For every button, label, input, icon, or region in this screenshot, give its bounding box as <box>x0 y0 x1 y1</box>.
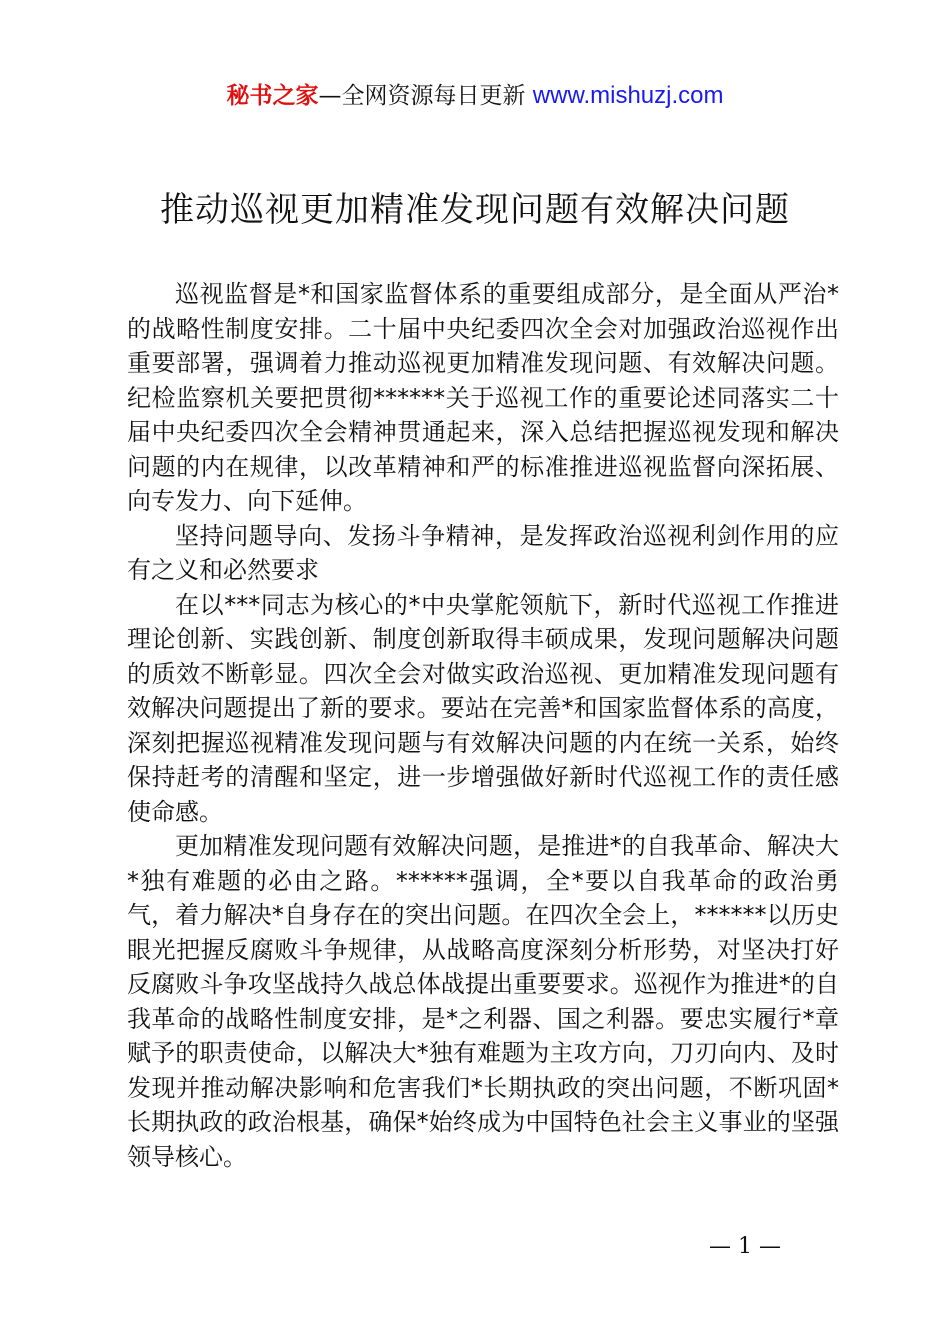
site-url-link[interactable]: www.mishuzj.com <box>532 82 724 109</box>
document-title: 推动巡视更加精准发现问题有效解决问题 <box>160 190 790 230</box>
body-paragraph: 在以***同志为核心的*中央掌舵领航下，新时代巡视工作推进理论创新、实践创新、制度创新取得丰硕成果，发现问题解决问题的质效不断彰显。四次全会对做实政治巡视、更加精准发现问题有效解决问题提出了新的要求。要站在完善*和国家监督体系的高度，深刻把握巡视精准发现问题与有效解决问题的内在统一关系，始终保持赶考的清醒和坚定，进一步增强做好新时代巡视工作的责任感使命感。 <box>127 590 839 826</box>
body-paragraph: 坚持问题导向、发扬斗争精神，是发挥政治巡视利剑作用的应有之义和必然要求 <box>127 521 839 584</box>
body-paragraph: 更加精准发现问题有效解决问题，是推进*的自我革命、解决大*独有难题的必由之路。******强调，全*要以自我革命的政治勇气，着力解决*自身存在的突出问题。在四次全会上，******以历史眼光把握反腐败斗争规律，从战略高度深刻分析形势，对坚决打好反腐败斗争攻坚战持久战总体战提出重要要求。巡视作为推进*的自我革命的战略性制度安排，是*之利器、国之利器。要忠实履行*章赋予的职责使命，以解决大*独有难题为主攻方向，刀刃向内、及时发现并推动解决影响和危害我们*长期执政的突出问题，不断巩固*长期执政的政治根基，确保*始终成为中国特色社会主义事业的坚强领导核心。 <box>127 832 839 1171</box>
page-number: — 1 — <box>709 1234 781 1259</box>
body-paragraph: 巡视监督是*和国家监督体系的重要组成部分，是全面从严治*的战略性制度安排。二十届中央纪委四次全会对加强政治巡视作出重要部署，强调着力推动巡视更加精准发现问题、有效解决问题。纪检监察机关要把贯彻******关于巡视工作的重要论述同落实二十届中央纪委四次全会精神贯通起来，深入总结把握巡视发现和解决问题的内在规律，以改革精神和严的标准推进巡视监督向深拓展、向专发力、向下延伸。 <box>127 280 839 515</box>
site-banner <box>0 80 950 112</box>
document-body <box>127 277 839 1174</box>
site-tagline: —全网资源每日更新 <box>318 83 526 109</box>
site-brand-name: 秘书之家 <box>226 83 319 109</box>
